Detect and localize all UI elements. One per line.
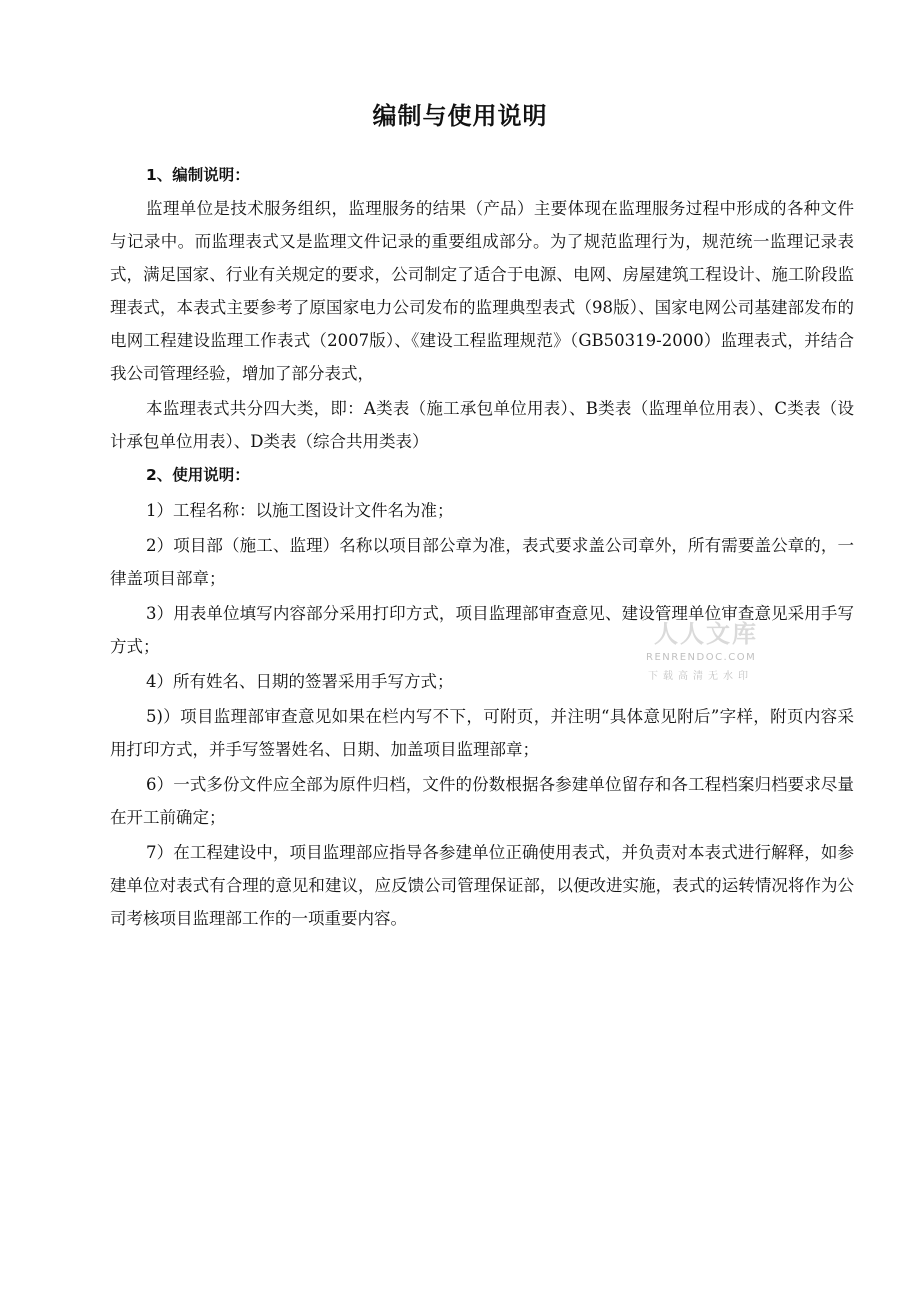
section-heading-compilation: 1、编制说明：	[146, 166, 250, 184]
watermark-tagline: 下载高清无水印	[648, 671, 753, 682]
usage-item-6: 6）一式多份文件应全部为原件归档，文件的份数根据各参建单位留存和各工程档案归档要求尽量在开工前确定；	[110, 775, 854, 827]
usage-item-4: 4）所有姓名、日期的签署采用手写方式；	[146, 672, 454, 691]
section-heading-usage: 2、使用说明：	[146, 466, 250, 484]
paragraph-form-categories: 本监理表式共分四大类，即：A类表（施工承包单位用表）、B类表（监理单位用表）、C类表（设计承包单位用表）、D类表（综合共用类表）	[110, 399, 854, 451]
usage-item-1: 1）工程名称：以施工图设计文件名为准；	[146, 501, 454, 520]
usage-item-3: 3）用表单位填写内容部分采用打印方式，项目监理部审查意见、建设管理单位审查意见采用手写方式；	[110, 604, 854, 656]
usage-item-5: 5)）项目监理部审查意见如果在栏内写不下，可附页，并注明“具体意见附后”字样，附页内容采用打印方式，并手写签署姓名、日期、加盖项目监理部章；	[110, 707, 854, 759]
usage-item-7: 7）在工程建设中，项目监理部应指导各参建单位正确使用表式，并负责对本表式进行解释，如参建单位对表式有合理的意见和建议，应反馈公司管理保证部，以便改进实施，表式的运转情况将作为公司考核项目监理部工作的一项重要内容。	[110, 843, 854, 928]
watermark-logo: 人人文库	[654, 620, 758, 648]
paragraph-compilation-intro: 监理单位是技术服务组织，监理服务的结果（产品）主要体现在监理服务过程中形成的各种文件与记录中。而监理表式又是监理文件记录的重要组成部分。为了规范监理行为，规范统一监理记录表式，满足国家、行业有关规定的要求，公司制定了适合于电源、电网、房屋建筑工程设计、施工阶段监理表式，本表式主要参考了原国家电力公司发布的监理典型表式（98版）、国家电网公司基建部发布的电网工程建设监理工作表式（2007版）、《建设工程监理规范》（GB50319-2000）监理表式，并结合我公司管理经验，增加了部分表式，	[110, 199, 854, 383]
usage-item-2: 2）项目部（施工、监理）名称以项目部公章为准，表式要求盖公司章外，所有需要盖公章的，一律盖项目部章；	[110, 536, 854, 588]
watermark-site: RENRENDOC.COM	[646, 652, 757, 663]
page-title: 编制与使用说明	[372, 102, 548, 130]
document-body	[110, 158, 854, 935]
